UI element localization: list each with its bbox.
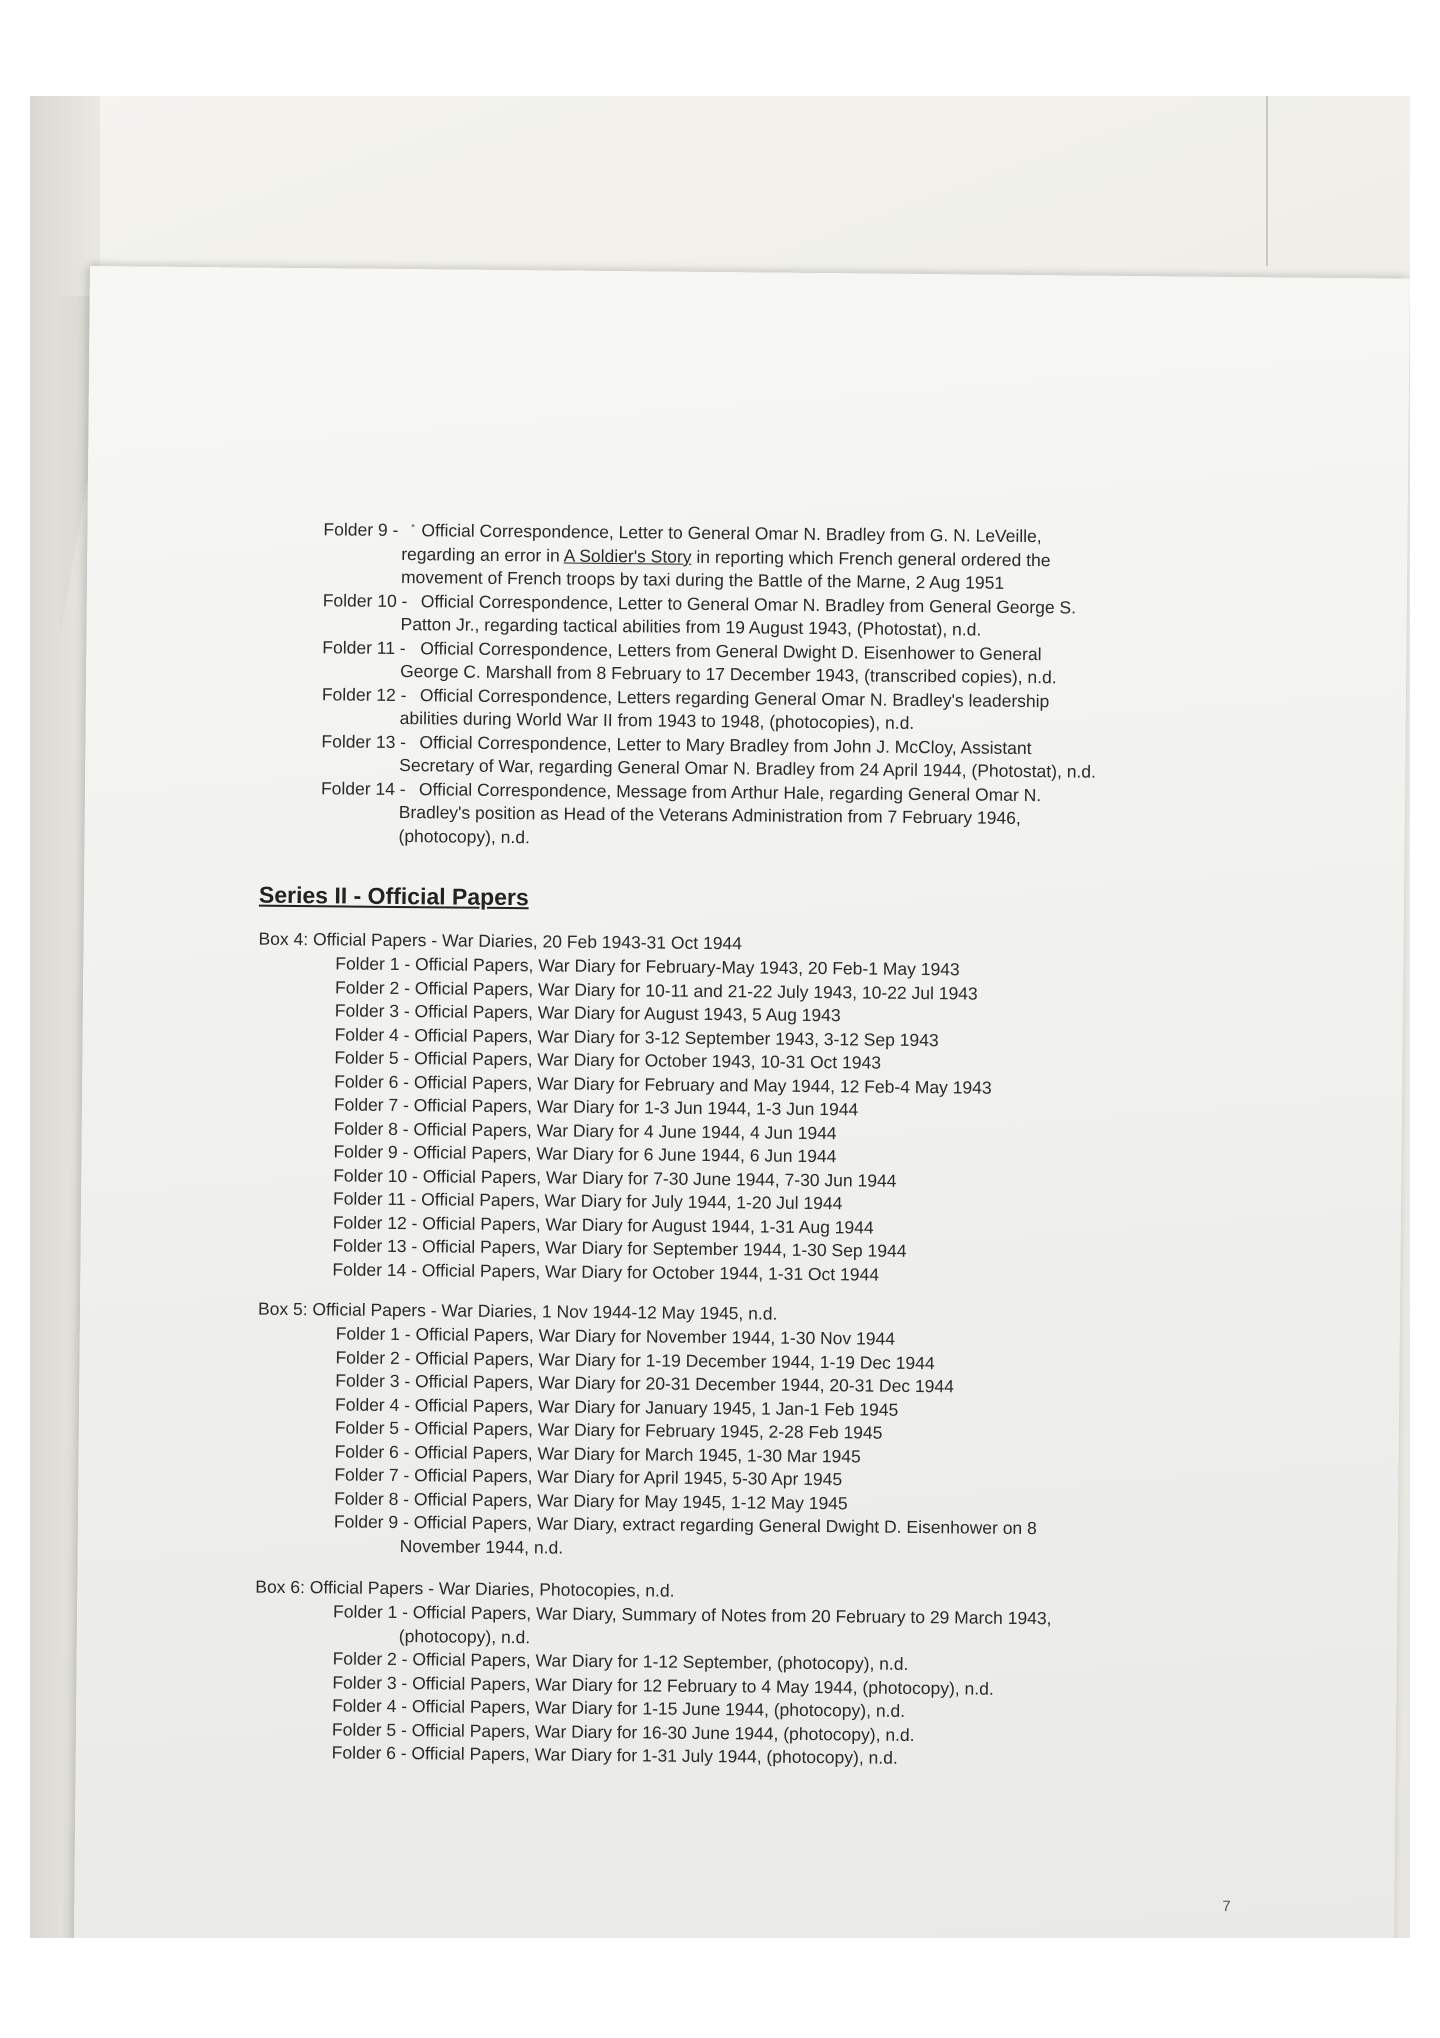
folder-text: Official Correspondence, Message from Arthur Hale, regarding General Omar N. xyxy=(418,778,1042,805)
folder-row: Folder 3 - Official Papers, War Diary for August 1943, 5 Aug 1943 xyxy=(334,1000,841,1026)
folder-text: Patton Jr., regarding tactical abilities from 19 August 1943, (Photostat), n.d. xyxy=(400,613,982,640)
folder-row: Folder 5 - Official Papers, War Diary for October 1943, 10-31 Oct 1943 xyxy=(334,1047,882,1073)
folder-label: Folder 14 - xyxy=(320,777,406,799)
sheet-edge xyxy=(1266,96,1268,266)
folder-label: Folder 10 - xyxy=(322,589,408,611)
folder-row: Folder 6 - Official Papers, War Diary for 1-31 July 1944, (photocopy), n.d. xyxy=(331,1742,898,1768)
folder-text: Secretary of War, regarding General Omar N. Bradley from 24 April 1944, (Photostat), n.d. xyxy=(399,754,1097,782)
folder-row: Folder 4 - Official Papers, War Diary for 3-12 September 1943, 3-12 Sep 1943 xyxy=(334,1023,939,1050)
box-5-heading: Box 5: Official Papers - War Diaries, 1 Nov 1944-12 May 1945, n.d. xyxy=(257,1298,778,1324)
folder-row: Folder 13 - Official Papers, War Diary for September 1944, 1-30 Sep 1944 xyxy=(332,1235,907,1261)
folder-entry xyxy=(320,777,1321,857)
folder-label: Folder 13 - xyxy=(321,730,407,752)
folder-row: (photocopy), n.d. xyxy=(398,1625,531,1647)
folder-row: Folder 8 - Official Papers, War Diary for 4 June 1944, 4 Jun 1944 xyxy=(333,1117,837,1143)
folder-text: movement of French troops by taxi during the Battle of the Marne, 2 Aug 1951 xyxy=(400,567,1005,593)
folder-row: Folder 5 - Official Papers, War Diary for February 1945, 2-28 Feb 1945 xyxy=(334,1417,883,1443)
folder-text: Bradley's position as Head of the Veterans Administration from 7 February 1946, xyxy=(398,801,1021,828)
series-title: Series II - Official Papers xyxy=(258,881,529,911)
folder-row: Folder 9 - Official Papers, War Diary, extract regarding General Dwight D. Eisenhower on 8 xyxy=(333,1511,1037,1539)
folder-row: Folder 3 - Official Papers, War Diary for 12 February to 4 May 1944, (photocopy), n.d. xyxy=(332,1671,994,1699)
folder-text: Official Correspondence, Letters from General Dwight D. Eisenhower to General xyxy=(420,637,1042,664)
folder-row: Folder 9 - Official Papers, War Diary for 6 June 1944, 6 Jun 1944 xyxy=(333,1141,837,1167)
box-4-heading: Box 4: Official Papers - War Diaries, 20 Feb 1943-31 Oct 1944 xyxy=(258,928,743,954)
top-folder-list xyxy=(320,518,1323,857)
folder-row: Folder 4 - Official Papers, War Diary for January 1945, 1 Jan-1 Feb 1945 xyxy=(334,1393,899,1420)
folder-row: Folder 2 - Official Papers, War Diary for 10-11 and 21-22 July 1943, 10-22 Jul 1943 xyxy=(334,976,978,1004)
document-page xyxy=(74,266,1410,1938)
folder-row: Folder 6 - Official Papers, War Diary for March 1945, 1-30 Mar 1945 xyxy=(334,1440,861,1466)
folder-row: Folder 2 - Official Papers, War Diary for 1-12 September, (photocopy), n.d. xyxy=(332,1648,909,1674)
box-5-folder-list xyxy=(334,1322,1039,1564)
folder-text: Official Correspondence, Letters regarding General Omar N. Bradley's leadership xyxy=(419,684,1050,711)
page-content xyxy=(74,266,1410,1938)
folder-text: (photocopy), n.d. xyxy=(398,825,530,847)
folder-text: George C. Marshall from 8 February to 17 December 1943, (transcribed copies), n.d. xyxy=(400,660,1057,688)
folder-text: regarding an error in A Soldier's Story in reporting which French general ordered the xyxy=(401,543,1051,570)
folder-row: Folder 7 - Official Papers, War Diary for April 1945, 5-30 Apr 1945 xyxy=(334,1464,843,1490)
folder-label: Folder 9 - xyxy=(323,519,399,540)
folder-text: abilities during World War II from 1943 to 1948, (photocopies), n.d. xyxy=(399,707,915,733)
folder-row: Folder 1 - Official Papers, War Diary for November 1944, 1-30 Nov 1944 xyxy=(335,1323,896,1349)
folder-row: Folder 4 - Official Papers, War Diary for 1-15 June 1944, (photocopy), n.d. xyxy=(332,1695,906,1721)
folder-row: Folder 2 - Official Papers, War Diary for 1-19 December 1944, 1-19 Dec 1944 xyxy=(335,1346,935,1373)
document-photo xyxy=(30,96,1410,1938)
folder-row: Folder 14 - Official Papers, War Diary for October 1944, 1-31 Oct 1944 xyxy=(332,1258,880,1285)
folder-text: Official Correspondence, Letter to General Omar N. Bradley from General George S. xyxy=(420,590,1077,617)
folder-row: Folder 1 - Official Papers, War Diary for February-May 1943, 20 Feb-1 May 1943 xyxy=(335,953,960,980)
folder-text: Official Correspondence, Letter to General Omar N. Bradley from G. N. LeVeille, xyxy=(421,520,1042,547)
folder-row: Folder 7 - Official Papers, War Diary for 1-3 Jun 1944, 1-3 Jun 1944 xyxy=(333,1094,859,1120)
box-6-folder-list xyxy=(332,1600,1052,1771)
folder-row: Folder 8 - Official Papers, War Diary for May 1945, 1-12 May 1945 xyxy=(334,1487,848,1513)
folder-text: Official Correspondence, Letter to Mary Bradley from John J. McCloy, Assistant xyxy=(419,731,1032,758)
folder-row: Folder 6 - Official Papers, War Diary for February and May 1944, 12 Feb-4 May 1943 xyxy=(334,1070,992,1098)
folder-row: Folder 12 - Official Papers, War Diary for August 1944, 1-31 Aug 1944 xyxy=(332,1211,874,1238)
book-title: A Soldier's Story xyxy=(563,545,692,567)
folder-row: Folder 3 - Official Papers, War Diary for 20-31 December 1944, 20-31 Dec 1944 xyxy=(335,1370,955,1397)
box-4-folder-list xyxy=(332,952,993,1287)
folder-row: Folder 1 - Official Papers, War Diary, Summary of Notes from 20 February to 29 March 1943, xyxy=(333,1601,1052,1629)
folder-label: Folder 12 - xyxy=(321,683,407,705)
folder-label: Folder 11 - xyxy=(322,636,406,658)
page-number: 7 xyxy=(1222,1897,1231,1916)
folder-row: Folder 10 - Official Papers, War Diary for 7-30 June 1944, 7-30 Jun 1944 xyxy=(333,1164,897,1191)
folder-row: Folder 5 - Official Papers, War Diary for 16-30 June 1944, (photocopy), n.d. xyxy=(331,1718,915,1745)
box-6-heading: Box 6: Official Papers - War Diaries, Photocopies, n.d. xyxy=(255,1576,675,1601)
folder-row: Folder 11 - Official Papers, War Diary for July 1944, 1-20 Jul 1944 xyxy=(332,1188,843,1214)
folder-row: November 1944, n.d. xyxy=(399,1535,564,1558)
folder-entry xyxy=(323,518,1324,598)
